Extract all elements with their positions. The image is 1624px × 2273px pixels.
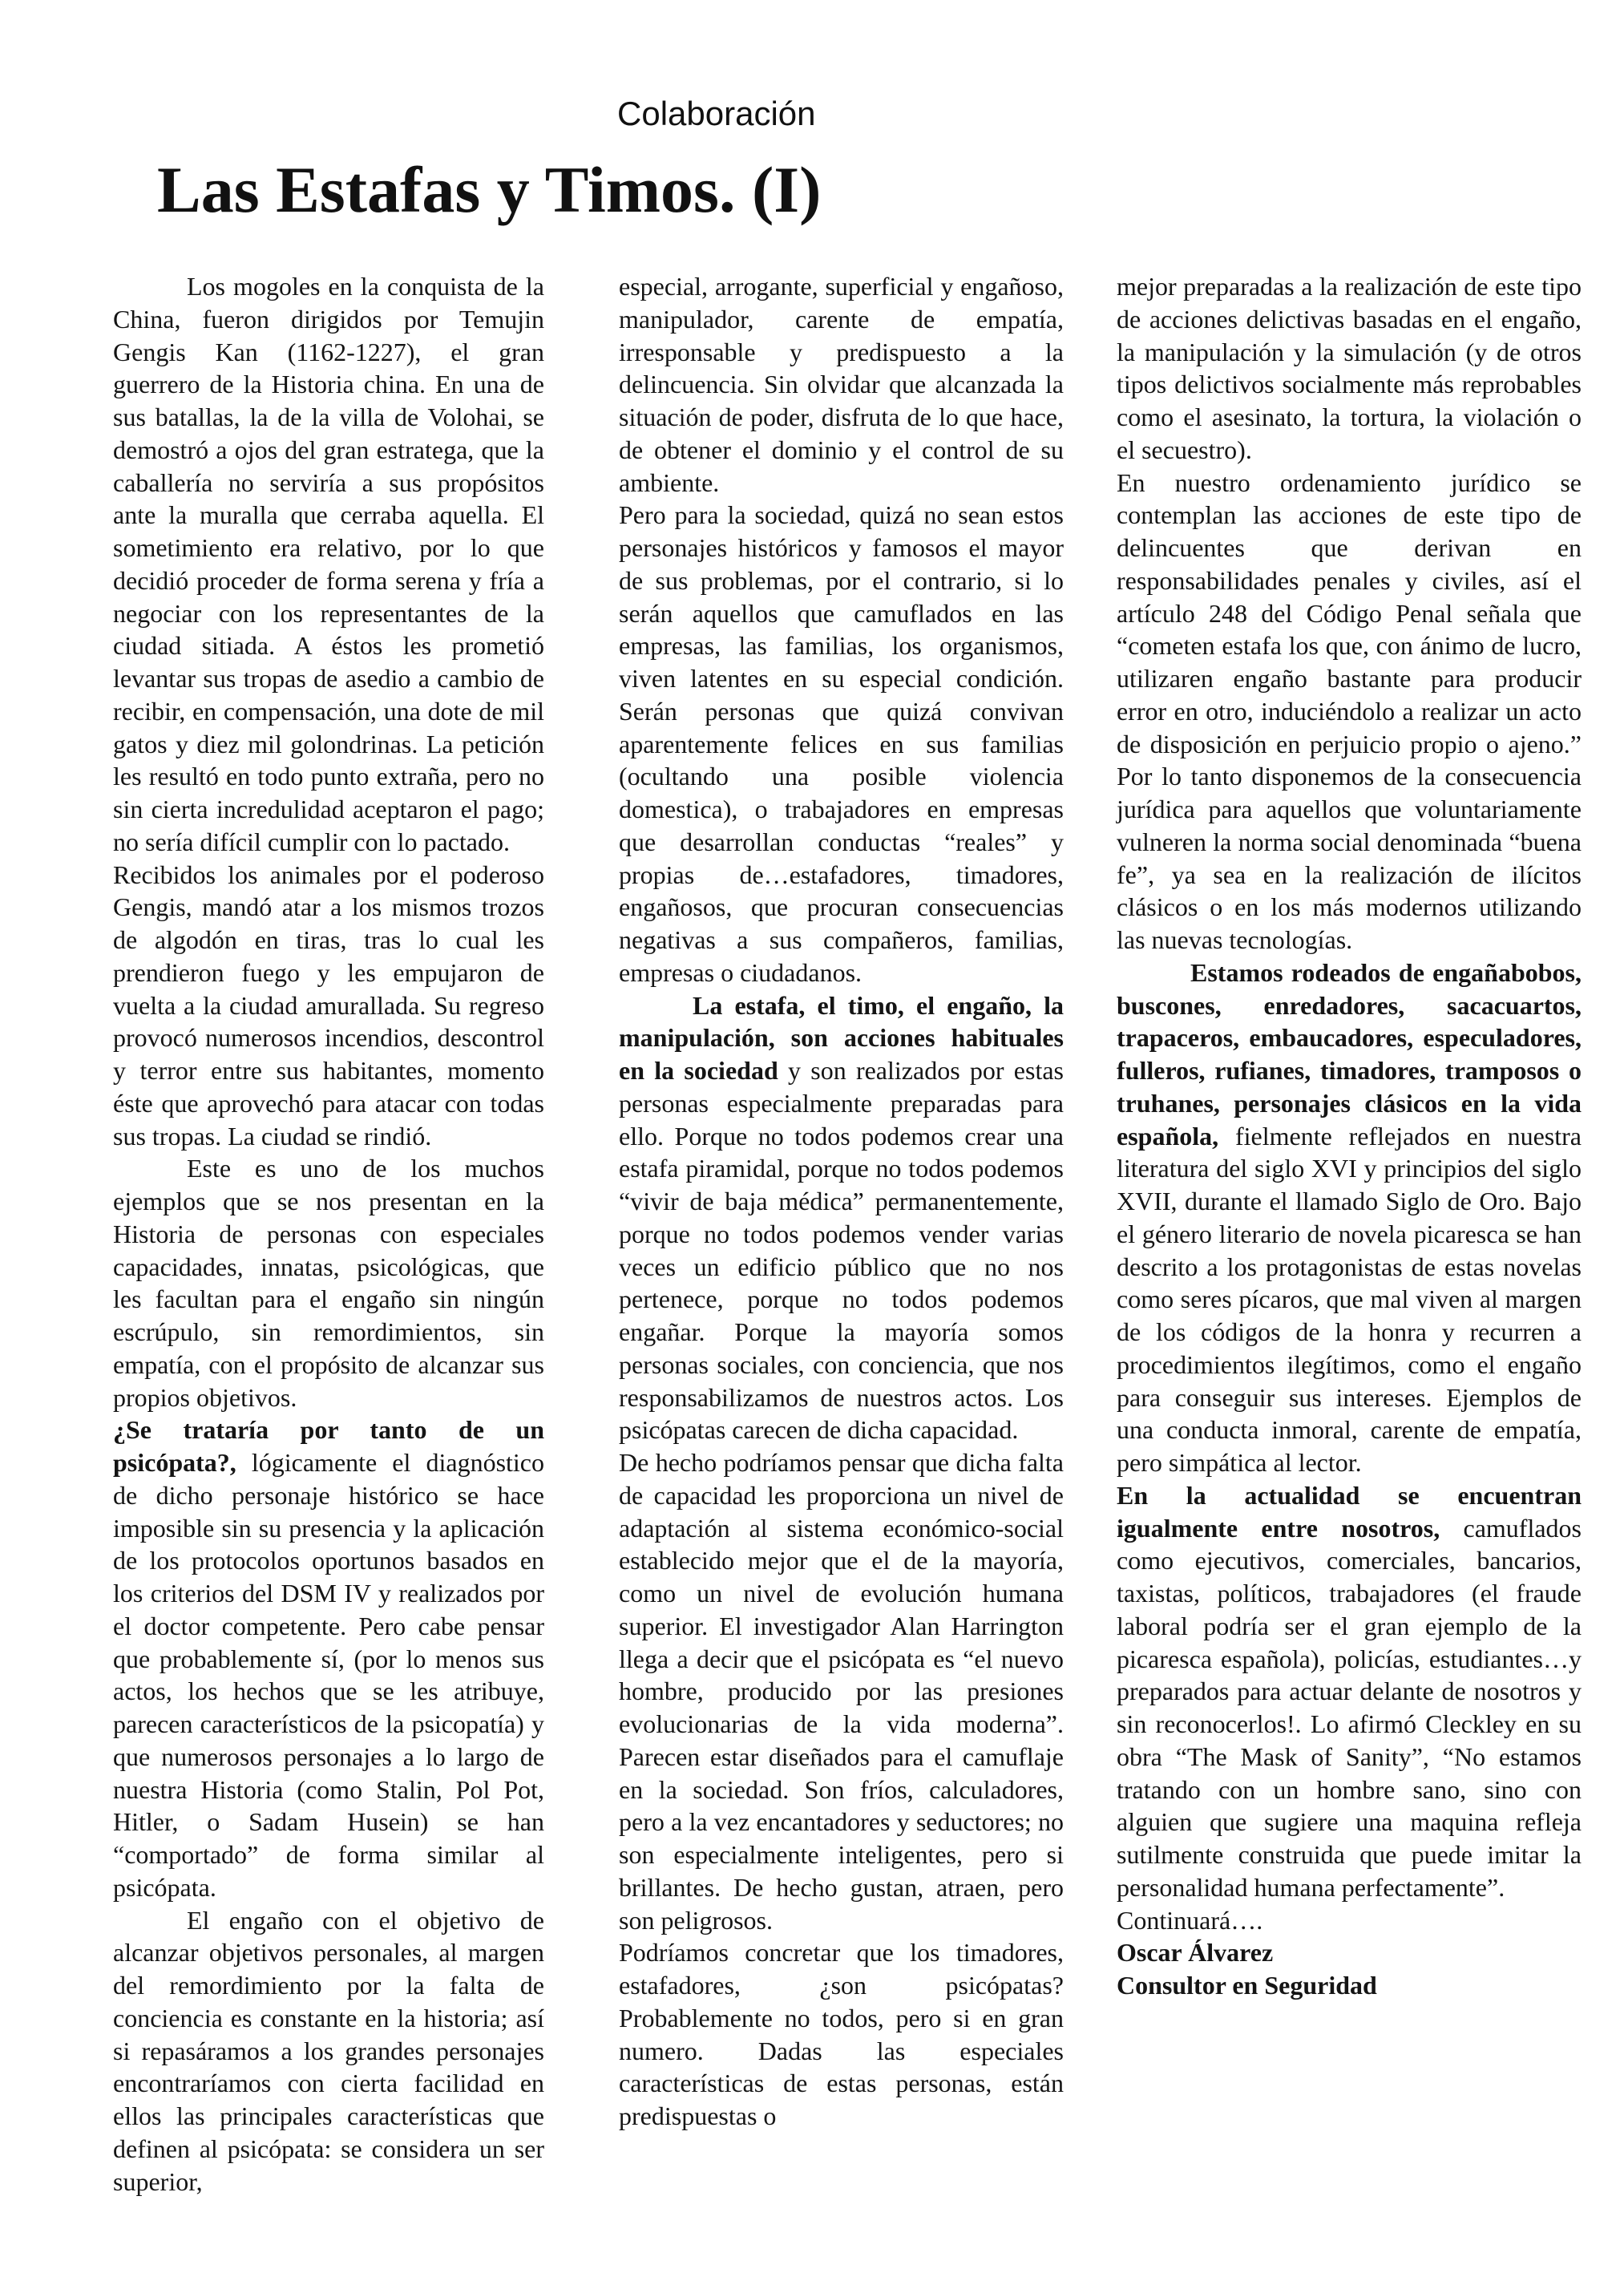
text-run: Continuará….	[1117, 1905, 1263, 1935]
paragraph	[1117, 957, 1582, 1479]
text-run: y son realizados por estas personas especialmente preparadas para ello. Porque no todos podemos crear una estafa piramidal, porque no todos podemos “vivir de baja médica” permanentemente, porque no todos podemos vender varias veces un edificio público que no nos pertenece, porque no todos podemos engañar. Porque la mayoría somos personas sociales, con conciencia, que nos responsabilizamos de nuestros actos. Los psicópatas carecen de dicha capacidad.	[619, 1056, 1064, 1445]
article-column-2	[619, 270, 1064, 2133]
paragraph	[113, 1904, 544, 2198]
paragraph	[113, 270, 544, 859]
text-run: En nuestro ordenamiento jurídico se contemplan las acciones de este tipo de delincuentes que derivan en responsabilidades penales y civiles, así el artículo 248 del Código Penal señala que “cometen estafa los que, con ánimo de lucro, utilizaren engaño bastante para producir error en otro, induciéndolo a realizar un acto de disposición en perjuicio propio o ajeno.” Por lo tanto disponemos de la consecuencia jurídica para aquellos que voluntariamente vulneren la norma social denominada “buena fe”, ya sea en la realización de ilícitos clásicos o en los más modernos utilizando las nuevas tecnologías.	[1117, 467, 1582, 954]
bold-text-run: La estafa, el timo, el engaño, la manipulación, son acciones habituales en la sociedad	[619, 990, 1064, 1085]
bold-text-run: ¿Se trataría por tanto de un psicópata?,	[113, 1415, 544, 1477]
paragraph	[113, 859, 544, 1153]
text-run: especial, arrogante, superficial y engañoso, manipulador, carente de empatía, irresponsable y predispuesto a la delincuencia. Sin olvidar que alcanzada la situación de poder, disfruta de lo que hace, de obtener el dominio y el control de su ambiente.	[619, 272, 1064, 497]
text-run: camuflados como ejecutivos, comerciales, bancarios, taxistas, políticos, trabajadores (el fraude laboral podría ser el gran ejemplo de la picaresca española), policías, estudiantes…y preparados para actuar delante de nosotros y sin reconocerlos!. Lo afirmó Cleckley en su obra “The Mask of Sanity”, “No estamos tratando con un hombre sano, sino con alguien que sugiere una maquina refleja sutilmente construida que puede imitar la personalidad humana perfectamente”.	[1117, 1513, 1582, 1902]
bold-text-run: Estamos rodeados de engañabobos, buscones, enredadores, sacacuartos, trapaceros, embaucadores, especuladores, fulleros, rufianes, timadores, tramposos o truhanes, personajes clásicos en la vida española,	[1117, 957, 1582, 1151]
paragraph	[619, 499, 1064, 989]
paragraph	[1117, 1969, 1582, 2002]
paragraph	[619, 989, 1064, 1447]
paragraph	[1117, 270, 1582, 467]
text-run: fielmente reflejados en nuestra literatura del siglo XVI y principios del siglo XVII, durante el llamado Siglo de Oro. Bajo el género literario de novela picaresca se han descrito a los protagonistas de estas novelas como seres pícaros, que mal viven al margen de los códigos de la honra y recurren a procedimientos ilegítimos, como el engaño para conseguir sus intereses. Ejemplos de una conducta inmoral, carente de empatía, pero simpática al lector.	[1117, 1121, 1582, 1477]
bold-text-run: Consultor en Seguridad	[1117, 1971, 1377, 2000]
text-run: El engaño con el objetivo de alcanzar objetivos personales, al margen del remordimiento por la falta de conciencia es constante en la historia; así si repasáramos a los grandes personajes encontraríamos con cierta facilidad en ellos las principales características que definen al psicópata: se considera un ser superior,	[113, 1905, 544, 2196]
text-run: Recibidos los animales por el poderoso Gengis, mandó atar a los mismos trozos de algodón en tiras, tras lo cual les prendieron fuego y les empujaron de vuelta a la ciudad amurallada. Su regreso provocó numerosos incendios, descontrol y terror entre sus habitantes, momento éste que aprovechó para atacar con todas sus tropas. La ciudad se rindió.	[113, 859, 544, 1151]
section-label: Colaboración	[617, 95, 816, 132]
text-run: lógicamente el diagnóstico de dicho personaje histórico se hace imposible sin su presencia y la aplicación de los protocolos oportunos basados en los criterios del DSM IV y realizados por el doctor competente. Pero cabe pensar que probablemente sí, (por lo menos sus actos, los hechos que se les atribuye, parecen característicos de la psicopatía) y que numerosos personajes a lo largo de nuestra Historia (como Stalin, Pol Pot, Hitler, o Sadam Husein) se han “comportado” de forma similar al psicópata.	[113, 1448, 544, 1902]
paragraph	[1117, 1936, 1582, 1969]
article-column-1	[113, 270, 544, 2198]
paragraph	[619, 270, 1064, 499]
text-run: Podríamos concretar que los timadores, estafadores, ¿son psicópatas? Probablemente no todos, pero si en gran numero. Dadas las especiales características de estas personas, están predispuestas o	[619, 1938, 1064, 2130]
bold-text-run: Oscar Álvarez	[1117, 1938, 1274, 1968]
paragraph	[113, 1414, 544, 1903]
text-run: Este es uno de los muchos ejemplos que se nos presentan en la Historia de personas con especiales capacidades, innatas, psicológicas, que les facultan para el engaño sin ningún escrúpulo, sin remordimientos, sin empatía, con el propósito de alcanzar sus propios objetivos.	[113, 1154, 544, 1412]
paragraph	[1117, 1479, 1582, 1904]
paragraph	[1117, 467, 1582, 957]
text-run: Pero para la sociedad, quizá no sean estos personajes históricos y famosos el mayor de sus problemas, por el contrario, si lo serán aquellos que camuflados en las empresas, las familias, los organismos, viven latentes en su especial condición. Serán personas que quizá convivan aparentemente felices en sus familias (ocultando una posible violencia domestica), o trabajadores en empresas que desarrollan conductas “reales” y propias de…estafadores, timadores, engañosos, que procuran consecuencias negativas a sus compañeros, familias, empresas o ciudadanos.	[619, 500, 1064, 987]
text-run: Los mogoles en la conquista de la China, fueron dirigidos por Temujin Gengis Kan (1162-1227), el gran guerrero de la Historia china. En una de sus batallas, la de la villa de Volohai, se demostró a ojos del gran estratega, que la caballería no serviría a sus propósitos ante la muralla que cerraba aquella. El sometimiento era relativo, por lo que decidió proceder de forma serena y fría a negociar con los representantes de la ciudad sitiada. A éstos les prometió levantar sus tropas de asedio a cambio de recibir, en compensación, una dote de mil gatos y diez mil golondrinas. La petición les resultó en todo punto extraña, pero no sin cierta incredulidad aceptaron el pago; no sería difícil cumplir con lo pactado.	[113, 272, 544, 856]
paragraph	[1117, 1904, 1582, 1937]
article-title: Las Estafas y Timos. (I)	[157, 153, 822, 226]
paragraph	[619, 1446, 1064, 1936]
article-column-3	[1117, 270, 1582, 2002]
text-run: mejor preparadas a la realización de este tipo de acciones delictivas basadas en el engaño, la manipulación y la simulación (y de otros tipos delictivos socialmente más reprobables como el asesinato, la tortura, la violación o el secuestro).	[1117, 272, 1582, 464]
bold-text-run: En la actualidad se encuentran igualmente entre nosotros,	[1117, 1480, 1582, 1543]
paragraph	[619, 1936, 1064, 2133]
paragraph	[113, 1152, 544, 1414]
text-run: De hecho podríamos pensar que dicha falta de capacidad les proporciona un nivel de adaptación al sistema económico-social establecido mejor que el de la mayoría, como un nivel de evolución humana superior. El investigador Alan Harrington llega a decir que el psicópata es “el nuevo hombre, producido por las presiones evolucionarias de la vida moderna”. Parecen estar diseñados para el camuflaje en la sociedad. Son fríos, calculadores, pero a la vez encantadores y seductores; no son especialmente inteligentes, pero si brillantes. De hecho gustan, atraen, pero son peligrosos.	[619, 1448, 1064, 1935]
